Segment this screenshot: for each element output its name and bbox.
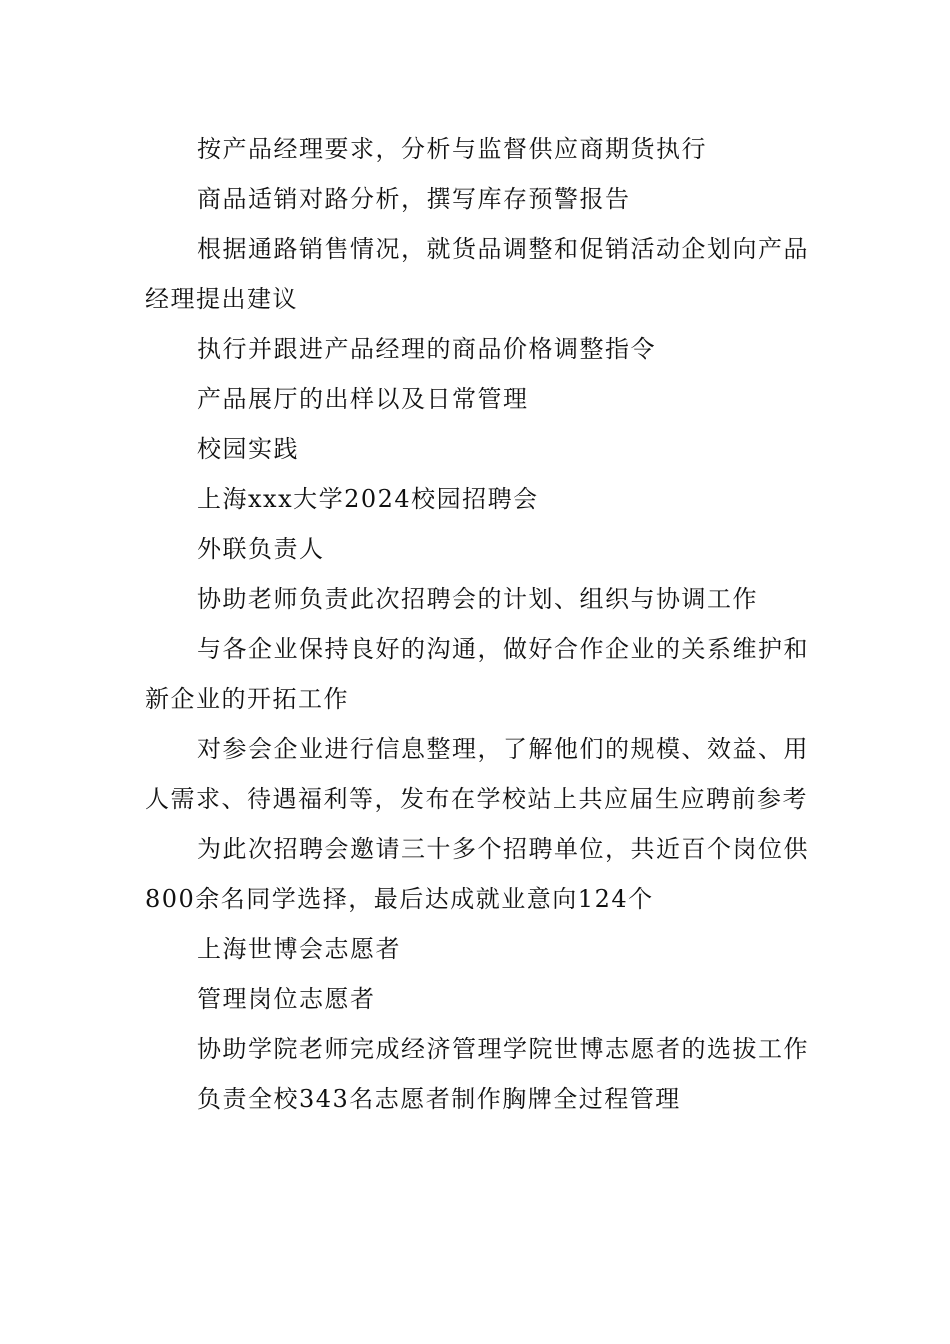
paragraph: 外联负责人 <box>197 535 325 563</box>
paragraph: 按产品经理要求，分析与监督供应商期货执行 <box>197 135 707 163</box>
document-body <box>145 124 810 1124</box>
paragraph: 上海世博会志愿者 <box>197 935 401 963</box>
paragraph: 为此次招聘会邀请三十多个招聘单位，共近百个岗位供800余名同学选择，最后达成就业意向124个 <box>145 835 809 913</box>
paragraph: 管理岗位志愿者 <box>197 985 376 1013</box>
paragraph: 产品展厅的出样以及日常管理 <box>197 385 529 413</box>
paragraph: 根据通路销售情况，就货品调整和促销活动企划向产品经理提出建议 <box>145 235 809 313</box>
paragraph: 上海xxx大学2024校园招聘会 <box>197 485 539 513</box>
paragraph: 协助老师负责此次招聘会的计划、组织与协调工作 <box>197 585 758 613</box>
paragraph: 与各企业保持良好的沟通，做好合作企业的关系维护和新企业的开拓工作 <box>145 635 809 713</box>
paragraph: 对参会企业进行信息整理，了解他们的规模、效益、用人需求、待遇福利等，发布在学校站上共应届生应聘前参考 <box>145 735 809 813</box>
paragraph: 负责全校343名志愿者制作胸牌全过程管理 <box>197 1085 681 1113</box>
paragraph: 协助学院老师完成经济管理学院世博志愿者的选拔工作 <box>197 1035 809 1063</box>
paragraph: 商品适销对路分析，撰写库存预警报告 <box>197 185 631 213</box>
paragraph: 执行并跟进产品经理的商品价格调整指令 <box>197 335 656 363</box>
section-heading: 校园实践 <box>197 435 299 463</box>
